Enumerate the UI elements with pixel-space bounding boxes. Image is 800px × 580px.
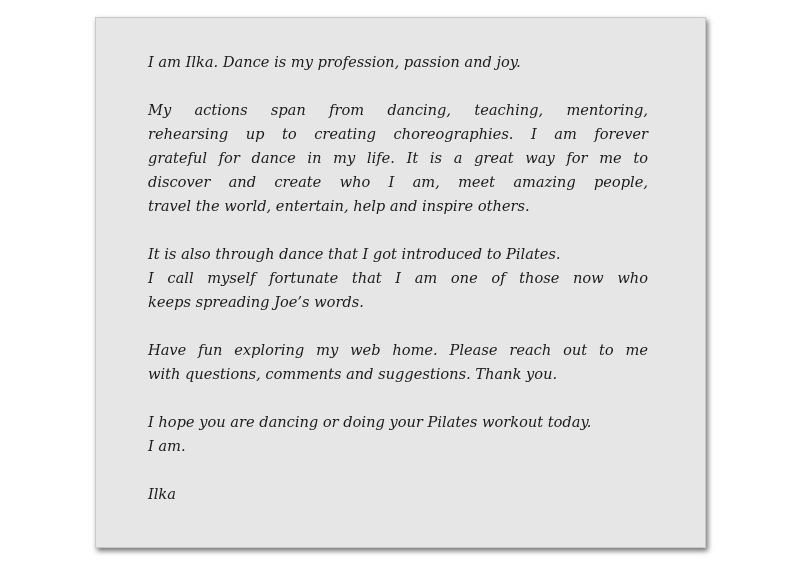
closing-line-2: I am. (148, 438, 186, 455)
about-line-5: travel the world, entertain, help and inspire others. (148, 198, 530, 215)
intro-line: I am Ilka. Dance is my profession, passion and joy. (148, 54, 521, 71)
welcome-line-1: Have fun exploring my web home. Please reach out to me (148, 342, 648, 359)
welcome-line-2: with questions, comments and suggestions. Thank you. (148, 366, 558, 383)
closing-paragraph (148, 411, 648, 459)
pilates-paragraph (148, 243, 648, 315)
signature: Ilka (148, 486, 176, 503)
letter-body (148, 51, 648, 531)
about-line-2: rehearsing up to creating choreographies. I am forever (148, 126, 648, 143)
intro-paragraph (148, 51, 648, 75)
welcome-paragraph (148, 339, 648, 387)
pilates-line-2: I call myself fortunate that I am one of those now who (148, 270, 648, 287)
closing-line-1: I hope you are dancing or doing your Pilates workout today. (148, 414, 592, 431)
pilates-line-3: keeps spreading Joe’s words. (148, 294, 364, 311)
about-line-3: grateful for dance in my life. It is a great way for me to (148, 150, 648, 167)
about-line-4: discover and create who I am, meet amazing people, (148, 174, 648, 191)
letter-card (95, 17, 706, 548)
about-line-1: My actions span from dancing, teaching, mentoring, (148, 102, 648, 119)
pilates-line-1: It is also through dance that I got introduced to Pilates. (148, 246, 561, 263)
about-paragraph (148, 99, 648, 219)
signature-paragraph (148, 483, 648, 507)
